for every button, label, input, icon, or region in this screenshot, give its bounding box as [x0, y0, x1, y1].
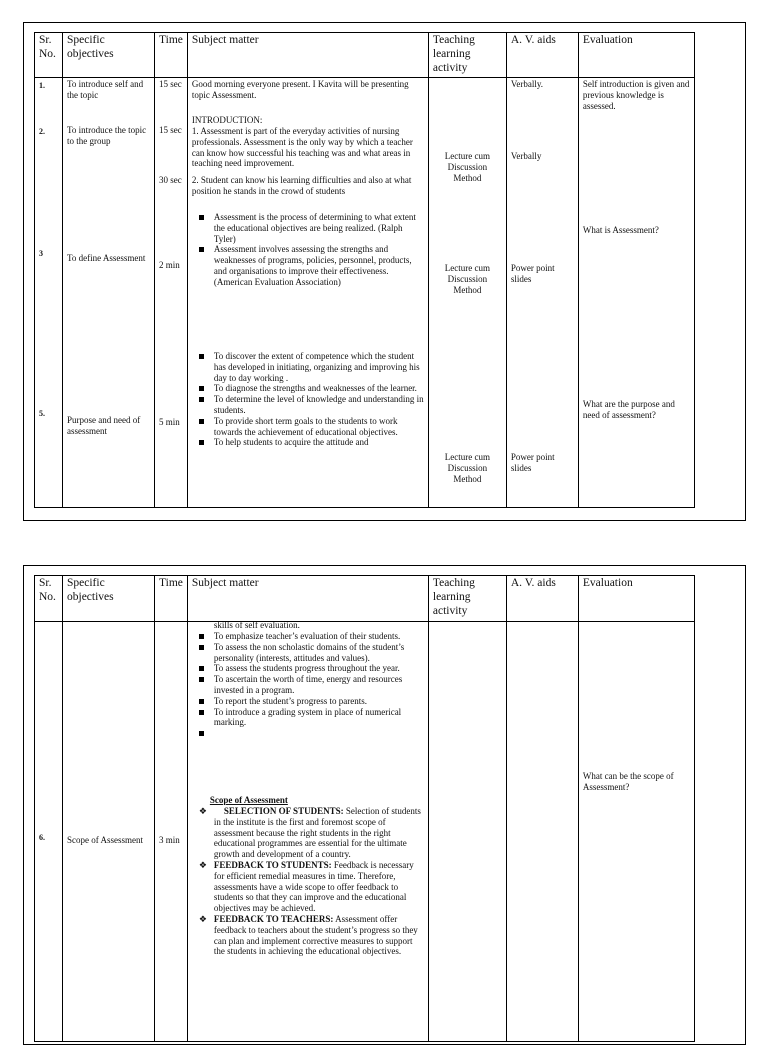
av-cell — [506, 78, 578, 508]
teaching-method: Lecture cum Discussion Method — [444, 263, 490, 295]
av-cell — [506, 622, 578, 1042]
header-objectives: Specific objectives — [63, 576, 155, 622]
lesson-plan-page-1 — [23, 22, 746, 521]
sr-cell — [35, 622, 63, 1042]
scope-heading: Scope of Assessment — [209, 795, 288, 805]
continued-text: skills of self evaluation. — [213, 621, 300, 630]
table-row — [35, 622, 695, 1042]
header-sr: Sr. No. — [35, 576, 63, 622]
teaching-cell — [428, 622, 506, 1042]
av-aid: Power point slides — [510, 263, 555, 284]
diamond-bullet-icon: ❖ — [198, 913, 207, 924]
header-time: Time — [155, 33, 188, 78]
list-item — [198, 859, 424, 914]
evaluation-text: What is Assessment? — [582, 225, 659, 235]
lesson-plan-table-2 — [34, 575, 695, 1042]
list-item: To diagnose the strengths and weaknesses of the learner. — [214, 383, 424, 394]
av-aid: Verbally. — [510, 79, 544, 89]
objective-text: To define Assessment — [67, 253, 146, 263]
purpose-list — [192, 351, 424, 448]
diamond-bullet-icon: ❖ — [198, 806, 207, 816]
av-aid: Power point slides — [510, 452, 555, 473]
intro-point-2: 2. Student can know his learning difficulties and also at what position he stands in the crowd of students — [191, 175, 412, 196]
objectives-cell — [63, 622, 155, 1042]
time-text: 3 min — [159, 835, 180, 845]
header-row — [35, 33, 695, 78]
list-item — [198, 913, 424, 957]
list-item: To introduce a grading system in place of numerical marking. — [214, 707, 424, 729]
evaluation-cell — [578, 622, 694, 1042]
list-item: To determine the level of knowledge and understanding in students. — [213, 394, 424, 415]
list-item: Assessment involves assessing the strengths and weaknesses of programs, policies, personnel, products, and organisations to improve their effectiveness. (American Evaluation Association) — [214, 244, 424, 287]
evaluation-text: Self introduction is given and previous knowledge is assessed. — [582, 79, 690, 111]
evaluation-text: What can be the scope of Assessment? — [582, 771, 674, 792]
time-text: 2 min — [159, 260, 180, 270]
time-text: 30 sec — [159, 175, 182, 185]
diamond-bullet-icon: ❖ — [198, 859, 207, 870]
sr-number: 2. — [39, 127, 45, 136]
time-cell — [155, 78, 188, 508]
list-item: To ascertain the worth of time, energy and resources invested in a program. — [214, 674, 424, 696]
objective-text: To introduce the topic to the group — [67, 125, 147, 146]
header-subject: Subject matter — [187, 576, 428, 622]
time-text: 5 min — [159, 417, 180, 427]
list-item: To report the student’s progress to parents. — [214, 696, 424, 707]
header-teaching: Teaching learning activity — [428, 576, 506, 622]
header-av: A. V. aids — [506, 33, 578, 78]
lesson-plan-table-1 — [34, 32, 695, 508]
objective-text: Scope of Assessment — [67, 835, 143, 845]
subject-cell — [187, 78, 428, 508]
purpose-list-continued — [192, 631, 424, 728]
objectives-cell — [63, 78, 155, 508]
list-item: To discover the extent of competence which the student has developed in initiating, organizing and improving his day to day working . — [214, 351, 424, 383]
scope-item-text: Selection of students in the institute is the first and foremost scope of assessment because the right students in the right educational programmes are essential for the ultimate growth and development of a country. — [213, 806, 421, 860]
header-objectives: Specific objectives — [63, 33, 155, 78]
greeting-text: Good morning everyone present. I Kavita will be presenting topic Assessment. — [191, 79, 409, 100]
sr-cell — [35, 78, 63, 508]
subject-cell — [187, 622, 428, 1042]
evaluation-cell — [578, 78, 694, 508]
intro-point-1: 1. Assessment is part of the everyday activities of nursing professionals. Assessment is the only way by which a teacher can know how successful his teaching was and what areas in teaching need improvement. — [191, 126, 413, 169]
sr-number: 1. — [39, 81, 45, 90]
scope-list — [192, 806, 424, 957]
lesson-plan-page-2 — [23, 565, 746, 1045]
header-subject: Subject matter — [187, 33, 428, 78]
teaching-cell — [428, 78, 506, 508]
list-item: Assessment is the process of determining to what extent the educational objectives are being realized. (Ralph Tyler) — [214, 212, 424, 244]
header-row — [35, 576, 695, 622]
list-item: To provide short term goals to the students to work towards the achievement of educational objectives. — [214, 416, 424, 438]
header-sr: Sr. No. — [35, 33, 63, 78]
list-item: To assess the non scholastic domains of the student’s personality (interests, attitudes and values). — [214, 642, 424, 664]
scope-item-text: Assessment offer feedback to teachers about the student’s progress so they can plan and implement corrective measures to support the students in achieving the educational objectives. — [213, 913, 418, 957]
list-item: To help students to acquire the attitude and — [214, 437, 424, 448]
header-time: Time — [155, 576, 188, 622]
objective-text: To introduce self and the topic — [67, 79, 144, 100]
sr-number: 5. — [39, 409, 45, 418]
time-text: 15 sec — [159, 125, 182, 135]
list-item: To emphasize teacher’s evaluation of their students. — [214, 631, 424, 642]
header-evaluation: Evaluation — [578, 33, 694, 78]
header-teaching: Teaching learning activity — [428, 33, 506, 78]
sr-number: 6. — [39, 833, 45, 842]
av-aid: Verbally — [510, 151, 542, 161]
teaching-method: Lecture cum Discussion Method — [444, 151, 490, 183]
teaching-method: Lecture cum Discussion Method — [444, 452, 490, 484]
evaluation-text: What are the purpose and need of assessment? — [582, 399, 675, 420]
sr-number: 3 — [39, 249, 43, 258]
header-evaluation: Evaluation — [578, 576, 694, 622]
scope-item-heading: FEEDBACK TO TEACHERS: — [213, 913, 334, 924]
header-av: A. V. aids — [506, 576, 578, 622]
time-cell — [155, 622, 188, 1042]
objective-text: Purpose and need of assessment — [67, 415, 141, 436]
list-item: To assess the students progress throughout the year. — [214, 663, 424, 674]
definition-list — [192, 212, 424, 288]
intro-heading: INTRODUCTION: — [191, 115, 263, 125]
scope-item-text: Feedback is necessary for efficient remedial measures in time. Therefore, assessments have a wide scope to offer feedback to students so that they can improve and the educational objectives may be achieved. — [213, 859, 414, 914]
scope-item-heading: FEEDBACK TO STUDENTS: — [213, 859, 332, 870]
time-text: 15 sec — [159, 79, 182, 89]
list-item — [198, 806, 424, 860]
table-row — [35, 78, 695, 508]
scope-item-heading: SELECTION OF STUDENTS: — [223, 806, 344, 816]
